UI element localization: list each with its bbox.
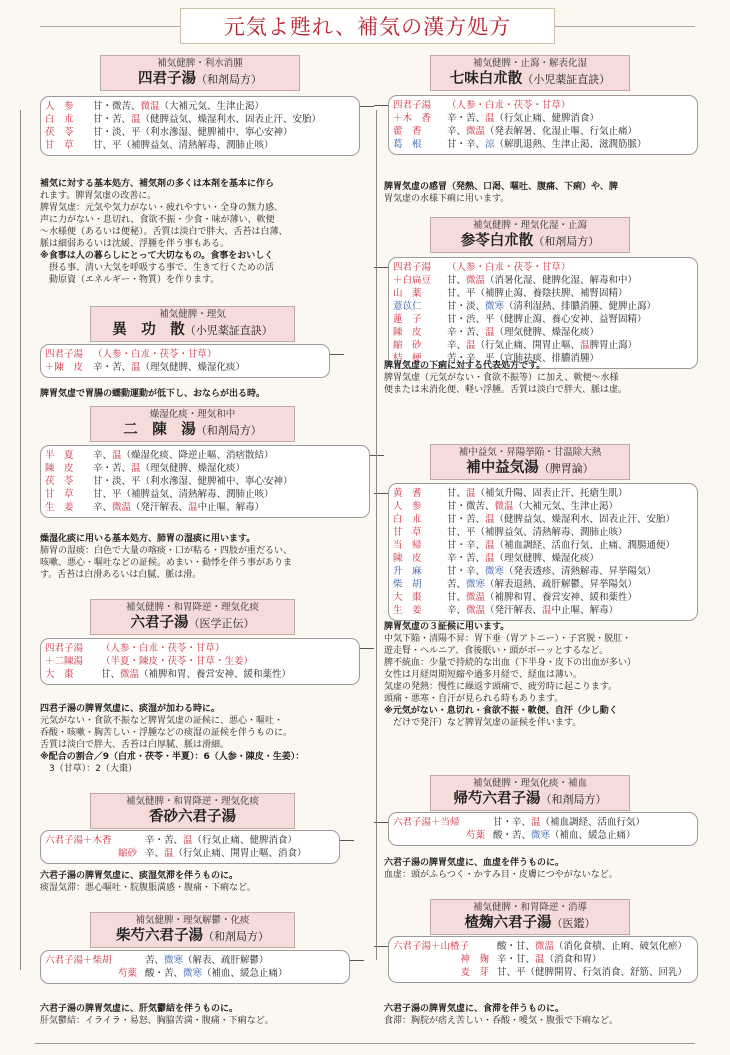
formula-description-rikkunshi: [40, 703, 375, 775]
herb-property: 辛、温（行気止痛、開胃止嘔、温脾胃止瀉）: [447, 340, 638, 351]
ingredient-row: [393, 287, 693, 300]
herb-property: 辛、微温（発汗解表、温中止嘔、解毒）: [93, 502, 265, 513]
herb-name: 陳 皮: [393, 327, 422, 338]
bracket-line: [330, 354, 344, 355]
formula-description-jinrei: [384, 360, 719, 396]
herb-name: 陳 皮: [393, 553, 422, 564]
ingredient-row: [393, 500, 693, 513]
herb-property: 酸・苦、微寒（補血、緩急止痛）: [145, 968, 288, 979]
herb-property: 甘・渋、平（健脾止瀉、養心安神、益腎固精）: [447, 314, 647, 325]
description-line: 六君子湯の脾胃気虚に、肝気鬱結を伴うものに。: [40, 1004, 239, 1014]
herb-property: 甘、平（補脾止瀉、養陰扶脾、補腎固精）: [447, 288, 628, 299]
description-line: ※食事は人の暮らしにとって大切なもの。食事をおいしく: [40, 251, 274, 261]
description-line: 脾不統血：少量で持続的な出血（下半身・皮下の出血が多い）: [384, 658, 637, 668]
herb-name: 神 麹: [460, 954, 489, 965]
ingredient-row: [45, 449, 365, 462]
herb-property: 辛、微温（発汗解表、温中止嘔、解毒）: [447, 605, 619, 616]
herb-property: 甘、温（補気升陽、固表止汗、托瘡生肌）: [447, 488, 628, 499]
bracket-vertical: [20, 110, 21, 970]
description-line: ～水様便（あるいは便秘）。舌質は淡白で胖大、舌苔は白薄、: [40, 227, 288, 237]
ingredient-row: [393, 138, 693, 151]
herb-property: 辛・苦、温（理気健脾、燥湿化痰）: [447, 553, 600, 564]
formula-title: 楂麹六君子湯: [464, 914, 552, 931]
description-line: 脾胃気虚で胃腸の蠕動運動が低下し、おならが出る時。: [40, 389, 266, 399]
bracket-vertical: [376, 110, 377, 960]
description-line: 呑酸・咳嗽・胸苦しい・浮腫などの痰湿の証候を伴うものに。: [40, 728, 293, 738]
herb-name: 四君子湯: [45, 349, 84, 360]
formula-category: 補気健脾・止瀉・解表化湿: [472, 58, 587, 69]
formula-category: 燥湿化痰・理気和中: [149, 409, 236, 420]
formula-header-ikousan: [90, 306, 295, 342]
description-line: 舌質は淡白で胖大、舌苔は白厚膩、脈は滑細。: [40, 740, 230, 750]
herb-name: ＋白扁豆: [393, 275, 432, 286]
formula-header-kosha: [90, 793, 295, 829]
ingredient-row: [45, 100, 355, 113]
herb-property: 辛・苦、温（理気健脾、燥湿化痰）: [447, 327, 600, 338]
herb-name: 六君子湯＋当帰: [393, 817, 460, 828]
ingredient-row: [45, 501, 365, 514]
ingredient-row: [45, 348, 325, 361]
formula-name: [91, 808, 294, 827]
formula-title: 補中益気湯: [466, 459, 539, 476]
bracket-line: [374, 105, 388, 106]
herb-property: 辛・苦、温（理気健脾、燥湿化痰）: [93, 463, 246, 474]
formula-description-kosha: [40, 870, 370, 894]
herb-name: 六君子湯＋柴胡: [45, 955, 112, 966]
formula-category: 補気健脾・和胃降逆・理気化痰: [125, 796, 259, 807]
herb-property: 辛・甘、温（消食和胃）: [497, 954, 602, 965]
formula-description-shichimi: [384, 181, 719, 205]
ingredient-row: [393, 112, 693, 125]
herb-name: ＋二陳湯: [45, 656, 84, 667]
formula-name: [91, 421, 294, 440]
description-line: 動原資（エネルギー・物質）を作ります。: [40, 275, 220, 285]
bracket-line: [350, 960, 364, 961]
ingredient-row: [393, 300, 693, 313]
herb-property: 甘、微温（補脾和胃、養営安神、緩和薬性）: [447, 592, 638, 603]
herb-name: 大 棗: [45, 669, 74, 680]
ingredient-row: [393, 591, 693, 604]
herb-property: 甘、微温（補脾和胃、養営安神、緩和薬性）: [101, 669, 292, 680]
herb-property: 辛・苦、温（行気止痛、健脾消食）: [447, 113, 600, 124]
herb-name: 葛 根: [393, 139, 422, 150]
description-line: 肝気鬱結：イライラ・易怒、胸脇苦満・腹痛・下痢など。: [40, 1016, 274, 1026]
formula-header-kikyu: [430, 775, 630, 811]
description-line: 遊走腎・ヘルニア、食後眠い・頭がボーッとするなど。: [384, 646, 609, 656]
ingredient-row: [45, 655, 355, 668]
formula-category: 補中益気・昇陽挙陥・甘温除大熱: [458, 447, 602, 458]
herb-name: 当 帰: [393, 540, 422, 551]
herb-property: 甘・苦、温（健脾益気、燥湿利水、固表止汗、安胎）: [93, 114, 322, 125]
herb-property: 辛・苦、温（行気止痛、健脾消食）: [145, 835, 298, 846]
ingredient-row: [393, 125, 693, 138]
herb-name: 黄 耆: [393, 488, 422, 499]
ingredient-row: [393, 513, 693, 526]
description-line: 女性は月経周期短縮や過多月経で、経血は薄い。: [384, 670, 582, 680]
description-line: 声に力がない・息切れ、食欲不振・少食・味が薄い、軟便: [40, 215, 275, 225]
herb-name: 麦 芽: [460, 967, 489, 978]
bracket-line: [360, 648, 374, 649]
herb-name: ＋陳 皮: [45, 362, 84, 373]
herb-name: 四君子湯: [393, 100, 432, 111]
formula-title: 帰芍六君子湯: [453, 790, 541, 807]
ingredient-row: [393, 326, 693, 339]
formula-title: 七味白朮散: [449, 70, 523, 87]
description-line: 痰湿気滞：悪心嘔吐・脘腹脹満感・腹痛・下痢など。: [40, 883, 257, 893]
herb-name: ＋木 香: [393, 113, 432, 124]
herb-property: （人参・白朮・茯苓・甘草）: [447, 100, 571, 111]
ingredient-row: [45, 113, 355, 126]
herb-name: 生 姜: [393, 605, 422, 616]
ingredient-row: [393, 966, 693, 979]
herb-property: 甘・辛、涼（解肌退熱、生津止渇、滋潤筋脈）: [447, 139, 647, 150]
ingredient-row: [45, 462, 365, 475]
herb-name: 半 夏: [45, 450, 74, 461]
formula-source: （医鑑）: [551, 917, 596, 930]
formula-header-shikunshi: [100, 55, 300, 91]
formula-title: 六君子湯: [130, 614, 189, 631]
formula-title: 香砂六君子湯: [149, 808, 236, 825]
ingredient-box-kikyu: [388, 812, 698, 846]
herb-property: 甘、平（補脾益気、清熱解毒、潤肺止咳）: [447, 527, 628, 538]
description-line: 脾胃気虚：元気や気力がない・疲れやすい・全身の無力感、: [40, 203, 284, 213]
herb-name: 陳 皮: [45, 463, 74, 474]
herb-property: 苦、微寒（解表退熱、疏肝解鬱、昇挙陽気）: [447, 579, 638, 590]
herb-property: 甘・淡、平（利水滲湿、健脾補中、寧心安神）: [93, 476, 293, 487]
ingredient-row: [393, 578, 693, 591]
description-line: 脾胃気虚（元気がない・食欲不振等）に加え、軟便～水様: [384, 373, 619, 383]
ingredient-row: [393, 487, 693, 500]
formula-name: [431, 459, 629, 478]
ingredient-row: [393, 261, 693, 274]
ingredient-row: [45, 361, 325, 374]
herb-property: 甘・微苦、微温（大補元気、生津止渇）: [93, 101, 265, 112]
description-line: 六君子湯の脾胃気虚に、食滞を伴うものに。: [384, 1004, 565, 1014]
herb-name: 白 朮: [393, 514, 422, 525]
herb-property: 甘・淡、平（利水滲湿、健脾補中、寧心安神）: [93, 127, 293, 138]
ingredient-row: [393, 539, 693, 552]
formula-source: （小児薬証直訣）: [522, 73, 611, 86]
bracket-line: [370, 455, 384, 456]
description-line: 血虚：頭がふらつく・かすみ目・皮膚につやがないなど。: [384, 870, 618, 880]
ingredient-row: [45, 642, 355, 655]
ingredient-box-saishaku: [40, 950, 350, 984]
description-line: 中気下陥・清陽不昇：胃下垂（胃アトニー）・子宮脱・脱肛・: [384, 634, 632, 644]
formula-name: [91, 927, 294, 946]
description-line: 便または未消化便、軽い浮腫。舌質は淡白で胖大、脈は虚。: [384, 385, 628, 395]
herb-name: 四君子湯: [45, 643, 84, 654]
ingredient-row: [393, 552, 693, 565]
herb-name: 生 姜: [45, 502, 74, 513]
herb-name: 升 麻: [393, 566, 422, 577]
formula-source: （和剤局方）: [203, 930, 269, 943]
herb-property: 苦、微寒（解表、疏肝解鬱）: [145, 955, 269, 966]
formula-name: [431, 232, 629, 251]
herb-property: 酸・甘、微温（消化食積、止痢、破気化瘀）: [497, 941, 688, 952]
description-line: 燥湿化痰に用いる基本処方、肺胃の湿痰に用います。: [40, 534, 256, 544]
title-rule-left: [40, 26, 180, 27]
herb-property: （人参・白朮・茯苓・甘草）: [93, 349, 217, 360]
formula-header-nichinto: [90, 406, 295, 442]
description-line: だけで発汗）など脾胃気虚の証候を伴います。: [384, 718, 582, 728]
herb-property: 甘・辛、温（補血調経、活血行気）: [493, 817, 646, 828]
formula-category: 補気健脾・理気解鬱・化痰: [135, 915, 250, 926]
herb-name: 茯 苓: [45, 127, 74, 138]
herb-name: 茯 苓: [45, 476, 74, 487]
description-line: 咳嗽、悪心・嘔吐などの証候。めまい・動悸を伴う事がありま: [40, 558, 293, 568]
description-line: 補気に対する基本処方、補気剤の多くは本剤を基本に作ら: [40, 179, 275, 189]
ingredient-box-ikousan: [40, 344, 330, 378]
bracket-line: [340, 840, 354, 841]
formula-header-shichimi: [430, 55, 630, 91]
ingredient-box-nichinto: [40, 445, 370, 518]
herb-property: （半夏・陳皮・茯苓・甘草・生姜）: [101, 656, 254, 667]
herb-name: 蓮 子: [393, 314, 422, 325]
formula-description-ikousan: [40, 388, 370, 400]
herb-property: 甘・辛、温（補血調経、活血行気、止痛、潤腸通便）: [447, 540, 676, 551]
formula-name: [91, 614, 294, 633]
herb-name: 芍薬: [465, 830, 485, 841]
formula-category: 補気健脾・理気化痰・補血: [472, 778, 587, 789]
herb-property: 辛、温（燥湿化痰、降逆止嘔、消痞散結）: [93, 450, 274, 461]
herb-property: 酸・苦、微寒（補血、緩急止痛）: [493, 830, 636, 841]
description-line: ※元気がない・息切れ・食欲不振・軟便、自汗（少し動く: [384, 706, 618, 716]
description-line: 四君子湯の脾胃気虚に、痰湿が加わる時に。: [40, 704, 221, 714]
formula-title: 参苓白朮散: [460, 232, 534, 249]
ingredient-row: [393, 604, 693, 617]
description-line: ※配合の割合／9（白朮・茯苓・半夏）：6（人参・陳皮・生姜）：: [40, 752, 305, 762]
description-line: 脈は細弱あるいは沈緩、浮腫を伴う事もある。: [40, 239, 230, 249]
herb-name: 薏苡仁: [393, 301, 422, 312]
formula-source: （和剤局方）: [196, 73, 262, 86]
herb-property: 辛、微温（発表解暑、化湿止嘔、行気止痛）: [447, 126, 638, 137]
formula-header-hochu: [430, 444, 630, 480]
bracket-line: [360, 106, 374, 107]
ingredient-row: [393, 313, 693, 326]
description-line: す。舌苔は白滑あるいは白膩、脈は滑。: [40, 570, 202, 580]
formula-title: 四君子湯: [138, 70, 196, 87]
herb-name: 山 薬: [393, 288, 422, 299]
formula-description-sakiku: [384, 1003, 719, 1027]
ingredient-row: [45, 834, 335, 847]
ingredient-row: [45, 139, 355, 152]
ingredient-row: [45, 475, 365, 488]
herb-property: 甘・淡、微寒（清利湿熱、排膿消腫、健脾止瀉）: [447, 301, 657, 312]
description-line: 肺胃の湿痰：白色で大量の喀痰・口が粘る・四肢が重だるい、: [40, 546, 293, 556]
description-line: 脾胃気虚の感冒（発熱、口渇、嘔吐、腹痛、下痢）や、脾: [384, 182, 618, 192]
ingredient-row: [45, 668, 355, 681]
ingredient-row: [393, 339, 693, 352]
ingredient-box-shikunshi: [40, 96, 360, 156]
formula-source: （和剤局方）: [195, 424, 262, 437]
description-line: 気虚の発熱：慢性に繰返す頭痛で、疲労時に起こります。: [384, 682, 618, 692]
herb-property: 辛、温（行気止痛、開胃止嘔、消食）: [145, 848, 307, 859]
herb-property: 辛・苦、温（理気健脾、燥湿化痰）: [93, 362, 246, 373]
formula-name: [91, 321, 294, 340]
ingredient-box-shichimi: [388, 95, 698, 155]
description-line: 摂る事、清い大気を呼吸する事で、生きて行くための活: [40, 263, 274, 273]
herb-name: 縮 砂: [393, 340, 422, 351]
description-line: 六君子湯の脾胃気虚に、血虚を伴うものに。: [384, 858, 565, 868]
herb-property: 甘、平（補脾益気、清熱解毒、潤肺止咳）: [93, 140, 274, 151]
formula-description-saishaku: [40, 1003, 370, 1027]
herb-name: 芍薬: [117, 968, 137, 979]
ingredient-row: [393, 99, 693, 112]
page-title: 元気よ甦れ、補気の漢方処方: [180, 8, 555, 44]
herb-name: 縮砂: [117, 848, 137, 859]
herb-property: 甘、平（健脾開胃、行気消食、舒筋、回乳）: [497, 967, 688, 978]
herb-name: 藿 香: [393, 126, 422, 137]
formula-source: （医学正伝）: [188, 617, 255, 630]
formula-category: 補気健脾・理気: [159, 309, 226, 320]
ingredient-row: [393, 565, 693, 578]
ingredient-box-hochu: [388, 483, 698, 621]
herb-property: 甘・苦、温（健脾益気、燥湿利水、固表止汗、安胎）: [447, 514, 676, 525]
description-line: 3（甘草）：2（大棗）: [40, 764, 137, 774]
herb-property: （人参・白朮・茯苓・甘草）: [101, 643, 225, 654]
formula-source: （和剤局方）: [540, 793, 607, 806]
herb-name: 甘 草: [45, 140, 74, 151]
description-line: 脾胃気虚の下痢に対する代表処方です。: [384, 361, 546, 371]
formula-category: 補気健脾・利水消腫: [157, 58, 243, 69]
ingredient-row: [45, 967, 345, 980]
description-line: 胃気虚の水様下痢に用います。: [384, 194, 510, 204]
ingredient-box-rikkunshi: [40, 638, 360, 685]
herb-name: 六君子湯＋山楂子: [393, 941, 470, 952]
ingredient-row: [45, 954, 345, 967]
herb-name: 白 朮: [45, 114, 74, 125]
formula-name: [101, 70, 299, 89]
ingredient-row: [393, 940, 693, 953]
formula-source: （小児薬証直訣）: [184, 324, 273, 337]
herb-property: 苦・辛、平（宣肺祛痰、排膿消腫）: [447, 353, 600, 364]
footer-rule: [35, 1043, 695, 1044]
ingredient-row: [45, 847, 335, 860]
herb-name: 人 参: [393, 501, 422, 512]
herb-name: 人 参: [45, 101, 74, 112]
herb-name: 甘 草: [393, 527, 422, 538]
formula-category: 補気健脾・理気化湿・止瀉: [472, 220, 587, 231]
description-line: 元気がない・食欲不振など脾胃気虚の証候に、悪心・嘔吐・: [40, 716, 284, 726]
formula-name: [431, 790, 629, 809]
description-line: れます。脾胃気虚の改善に。: [40, 191, 157, 201]
description-line: 六君子湯の脾胃気虚に、痰湿気滞を伴うものに。: [40, 871, 239, 881]
herb-property: （人参・白朮・茯苓・甘草）: [447, 262, 571, 273]
ingredient-row: [393, 816, 693, 829]
ingredient-box-sakiku: [388, 936, 698, 983]
formula-category: 補気健脾・和胃降逆・消導: [472, 902, 587, 913]
title-rule-right: [555, 26, 695, 27]
herb-name: 柴 胡: [393, 579, 422, 590]
ingredient-box-jinrei: [388, 257, 698, 369]
formula-source: （和剤局方）: [533, 235, 600, 248]
description-line: 頭痛・悪寒・自汗が見られる時もあります。: [384, 694, 564, 704]
ingredient-row: [393, 829, 693, 842]
formula-name: [431, 70, 629, 89]
herb-property: 甘、平（補脾益気、清熱解毒、潤肺止咳）: [93, 489, 274, 500]
formula-name: [431, 914, 629, 933]
formula-title: 異 功 散: [112, 321, 185, 338]
formula-header-saishaku: [90, 912, 295, 948]
formula-description-kikyu: [384, 857, 719, 881]
ingredient-row: [45, 488, 365, 501]
formula-description-shikunshi: [40, 178, 370, 286]
formula-header-jinrei: [430, 217, 630, 253]
formula-description-hochu: [384, 621, 719, 729]
formula-title: 二 陳 湯: [123, 421, 196, 438]
formula-header-rikkunshi: [90, 599, 295, 635]
ingredient-row: [45, 126, 355, 139]
herb-property: 甘・微苦、微温（大補元気、生津止渇）: [447, 501, 619, 512]
ingredient-box-kosha: [40, 830, 340, 864]
formula-header-sakiku: [430, 899, 630, 935]
herb-property: 甘・辛、微寒（発表透疹、清熱解毒、昇挙陽気）: [447, 566, 657, 577]
formula-description-nichinto: [40, 533, 375, 581]
ingredient-row: [393, 274, 693, 287]
herb-name: 桔 梗: [393, 353, 422, 364]
ingredient-row: [393, 953, 693, 966]
herb-name: 四君子湯: [393, 262, 432, 273]
herb-property: 甘、微温（消暑化湿、健脾化湿、解毒和中）: [447, 275, 638, 286]
herb-name: 甘 草: [45, 489, 74, 500]
formula-title: 柴芍六君子湯: [116, 927, 203, 944]
description-line: 脾胃気虚の３証候に用います。: [384, 622, 510, 632]
ingredient-row: [393, 526, 693, 539]
description-line: 食滞：胸脘が痞え苦しい・呑酸・噯気・腹張で下痢など。: [384, 1016, 619, 1026]
herb-name: 六君子湯＋木香: [45, 835, 112, 846]
herb-name: 大 棗: [393, 592, 422, 603]
formula-category: 補気健脾・和胃降逆・理気化痰: [125, 602, 259, 613]
formula-source: （脾胃論）: [538, 462, 594, 475]
